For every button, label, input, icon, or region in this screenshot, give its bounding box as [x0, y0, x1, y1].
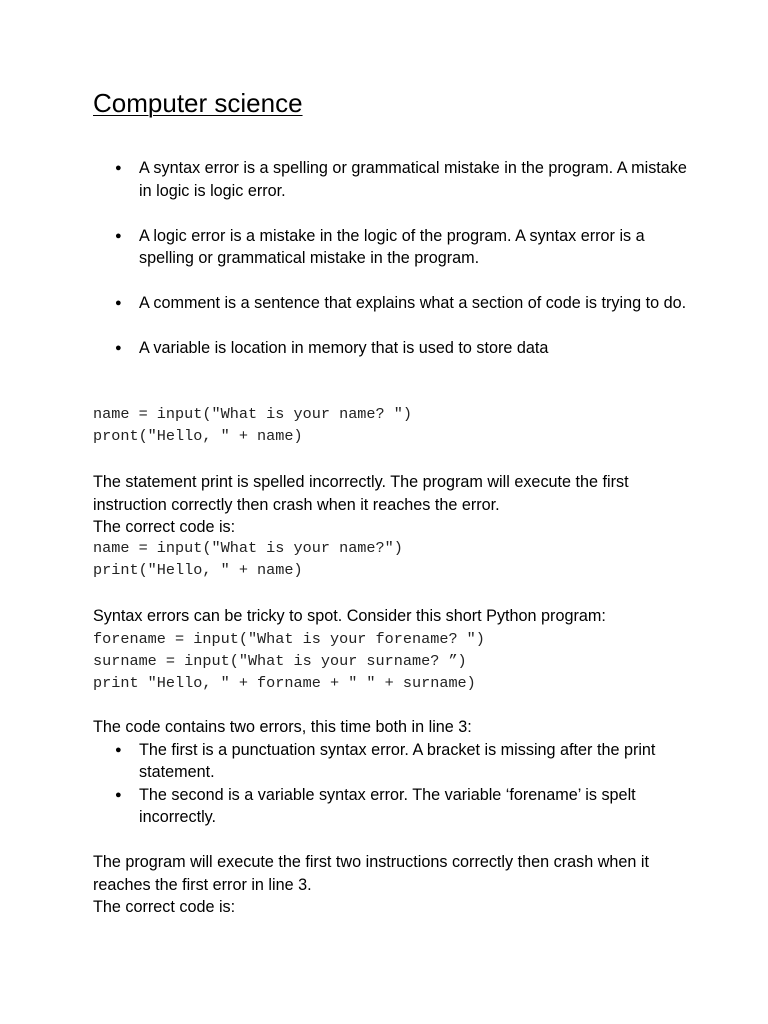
list-item-syntax-error: ● A syntax error is a spelling or grammatical mistake in the program. A mistake in logic is logic error.	[93, 157, 693, 202]
code-block-corrected	[93, 537, 693, 582]
page-title: Computer science	[93, 88, 303, 118]
list-item-variable-error: ● The second is a variable syntax error. The variable ‘forename’ is spelt incorrectly.	[93, 784, 693, 829]
second-example	[93, 605, 693, 694]
definitions-list	[93, 157, 693, 382]
explanation-text: The statement print is spelled incorrectly. The program will execute the first instruction correctly then crash when it reaches the error.	[93, 473, 629, 514]
code-line: print "Hello, " + forname + " " + surname)	[93, 674, 476, 693]
list-item-variable: ● A variable is location in memory that is used to store data	[93, 337, 693, 360]
code-line: forename = input("What is your forename? ")	[93, 629, 485, 648]
conclusion-paragraph	[93, 851, 693, 919]
correct-code-label: The correct code is:	[93, 518, 236, 536]
code-line: pront("Hello, " + name)	[93, 427, 303, 446]
list-item-punctuation-error: ● The first is a punctuation syntax error. A bracket is missing after the print statement.	[93, 739, 693, 784]
correct-code-label: The correct code is:	[93, 898, 236, 916]
conclusion-text: The program will execute the first two instructions correctly then crash when it reaches the first error in line 3.	[93, 853, 649, 894]
errors-section	[93, 716, 693, 829]
explanation-paragraph	[93, 471, 693, 539]
code-line: surname = input("What is your surname? ”)	[93, 651, 467, 670]
list-item-comment: ● A comment is a sentence that explains what a section of code is trying to do.	[93, 292, 693, 315]
code-line: name = input("What is your name? ")	[93, 405, 412, 423]
errors-intro: The code contains two errors, this time both in line 3:	[93, 718, 472, 736]
code-block-erroneous	[93, 403, 693, 448]
list-item-logic-error: ● A logic error is a mistake in the logic of the program. A syntax error is a spelling or grammatical mistake in the program.	[93, 225, 693, 270]
code-line: name = input("What is your name?")	[93, 539, 403, 557]
intro-text: Syntax errors can be tricky to spot. Consider this short Python program:	[93, 607, 606, 625]
code-line: print("Hello, " + name)	[93, 561, 303, 580]
errors-list	[93, 739, 693, 829]
